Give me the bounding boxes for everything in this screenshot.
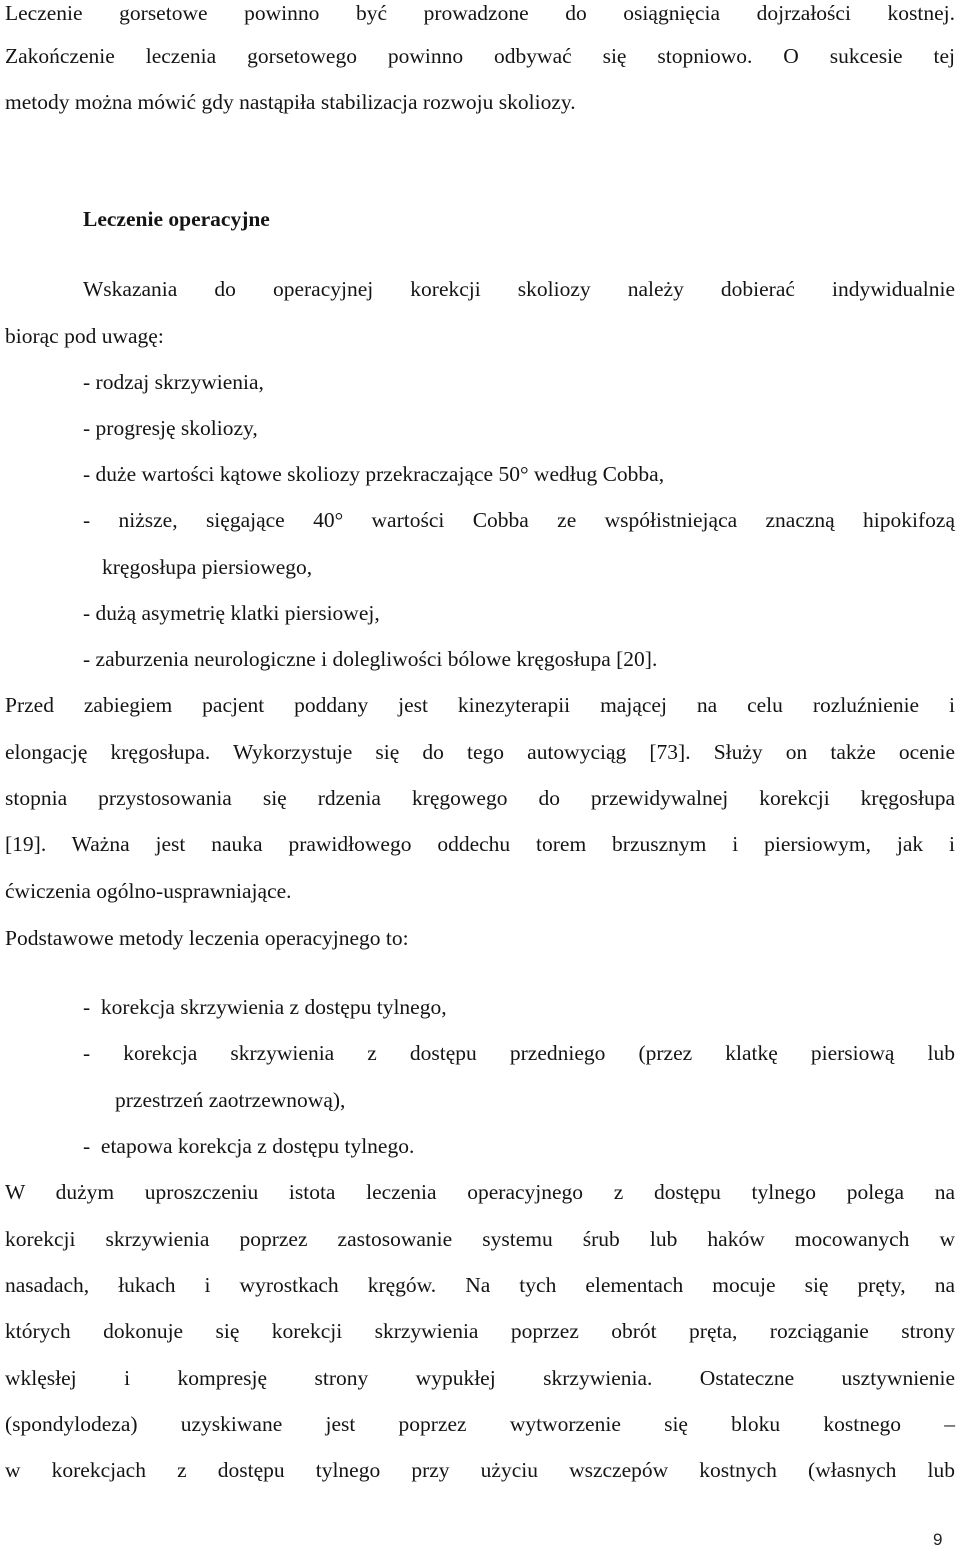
method-item: - korekcja skrzywienia z dostępu tylnego,	[83, 995, 447, 1019]
indication-item-continuation: kręgosłupa piersiowego,	[102, 555, 313, 579]
posterior-line: wklęsłej i kompresję strony wypukłej skrzywienia. Ostateczne usztywnienie	[5, 1366, 955, 1390]
preparation-line: [19]. Ważna jest nauka prawidłowego oddechu torem brzusznym i piersiowym, jak i	[5, 832, 955, 856]
method-item: - etapowa korekcja z dostępu tylnego.	[83, 1134, 415, 1158]
method-item: - korekcja skrzywienia z dostępu przedniego (przez klatkę piersiową lub	[83, 1041, 955, 1065]
intro-line: Zakończenie leczenia gorsetowego powinno odbywać się stopniowo. O sukcesie tej	[5, 44, 955, 68]
page-number: 9	[933, 1530, 943, 1549]
posterior-line: których dokonuje się korekcji skrzywienia poprzez obrót pręta, rozciąganie strony	[5, 1319, 955, 1343]
method-item-continuation: przestrzeń zaotrzewnową),	[115, 1088, 346, 1112]
methods-intro: Podstawowe metody leczenia operacyjnego to:	[5, 926, 409, 950]
indication-item: - progresję skoliozy,	[83, 416, 258, 440]
posterior-line: korekcji skrzywienia poprzez zastosowanie systemu śrub lub haków mocowanych w	[5, 1227, 955, 1251]
posterior-line: W dużym uproszczeniu istota leczenia operacyjnego z dostępu tylnego polega na	[5, 1180, 955, 1204]
posterior-line: w korekcjach z dostępu tylnego przy użyciu wszczepów kostnych (własnych lub	[5, 1458, 955, 1482]
preparation-line: elongację kręgosłupa. Wykorzystuje się do tego autowyciąg [73]. Służy on także ocenie	[5, 740, 955, 764]
indications-line: Wskazania do operacyjnej korekcji skoliozy należy dobierać indywidualnie	[83, 277, 955, 301]
indication-item: - zaburzenia neurologiczne i dolegliwości bólowe kręgosłupa [20].	[83, 647, 658, 671]
preparation-line: Przed zabiegiem pacjent poddany jest kinezyterapii mającej na celu rozluźnienie i	[5, 693, 955, 717]
preparation-line: stopnia przystosowania się rdzenia kręgowego do przewidywalnej korekcji kręgosłupa	[5, 786, 955, 810]
section-heading: Leczenie operacyjne	[83, 207, 270, 231]
posterior-line: nasadach, łukach i wyrostkach kręgów. Na tych elementach mocuje się pręty, na	[5, 1273, 955, 1297]
intro-line: Leczenie gorsetowe powinno być prowadzone do osiągnięcia dojrzałości kostnej.	[5, 1, 955, 25]
indication-item: - niższe, sięgające 40° wartości Cobba ze współistniejąca znaczną hipokifozą	[83, 508, 955, 532]
indication-item: - dużą asymetrię klatki piersiowej,	[83, 601, 380, 625]
indication-item: - rodzaj skrzywienia,	[83, 370, 264, 394]
indication-item: - duże wartości kątowe skoliozy przekraczające 50° według Cobba,	[83, 462, 665, 486]
indications-line: biorąc pod uwagę:	[5, 324, 164, 348]
preparation-line: ćwiczenia ogólno-usprawniające.	[5, 879, 292, 903]
posterior-line: (spondylodeza) uzyskiwane jest poprzez wytworzenie się bloku kostnego –	[5, 1412, 955, 1436]
intro-line: metody można mówić gdy nastąpiła stabilizacja rozwoju skoliozy.	[5, 90, 576, 114]
